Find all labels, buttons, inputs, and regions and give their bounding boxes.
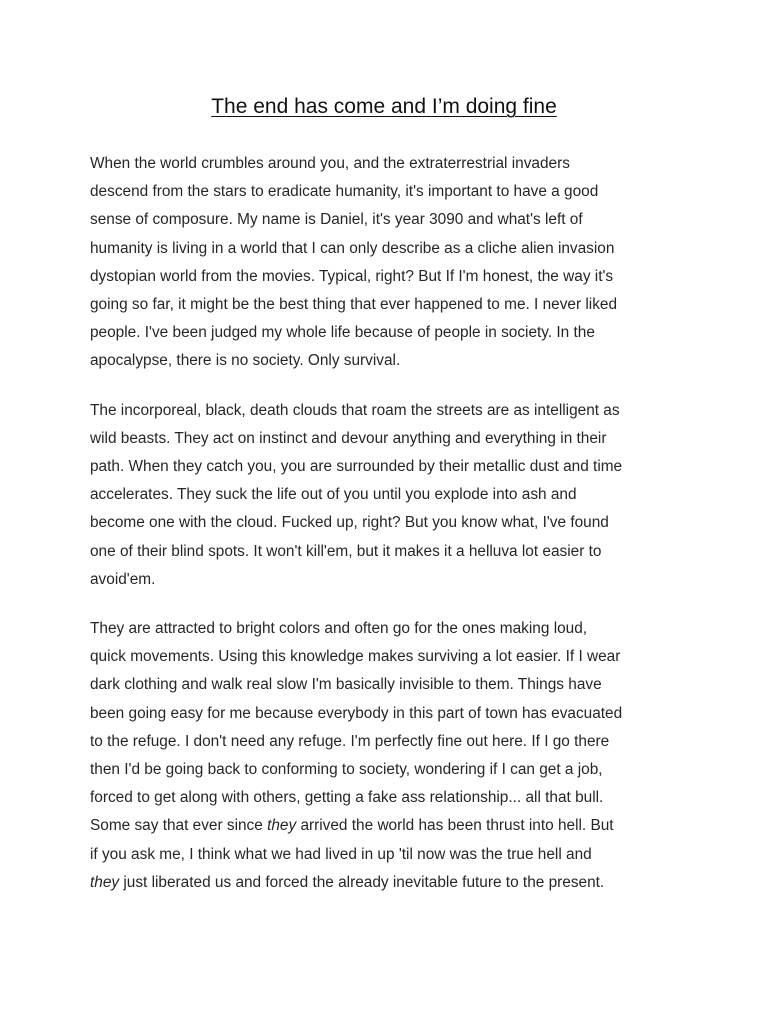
text-line: When the world crumbles around you, and the extraterrestrial invaders [90, 155, 570, 172]
text-line: apocalypse, there is no society. Only survival. [90, 352, 401, 370]
paragraph-1 [90, 150, 688, 376]
text-line: dark clothing and walk real slow I'm basically invisible to them. Things have [90, 676, 602, 694]
text-line: become one with the cloud. Fucked up, right? But you know what, I've found [90, 514, 609, 532]
text-line: dystopian world from the movies. Typical, right? But If I'm honest, the way it's [90, 267, 614, 285]
paragraph-2 [90, 397, 688, 594]
text-line: quick movements. Using this knowledge makes surviving a lot easier. If I wear [90, 648, 621, 666]
text-line [90, 812, 688, 840]
italic-text: they [267, 817, 297, 835]
text-line: going so far, it might be the best thing that ever happened to me. I never liked [90, 296, 618, 314]
text-line: wild beasts. They act on instinct and devour anything and everything in their [90, 429, 607, 447]
text-line: one of their blind spots. It won't kill'em, but it makes it a helluva lot easier to [90, 542, 602, 560]
text-line [90, 869, 688, 897]
text-line [90, 841, 688, 869]
text-segment: if you ask me, I think what we had lived in up 'til now was the true hell and [90, 845, 592, 863]
text-segment: arrived the world has been thrust into hell. But [296, 817, 614, 835]
text-line: avoid'em. [90, 570, 156, 588]
text-segment: Some say that ever since [90, 817, 268, 835]
text-line: people. I've been judged my whole life because of people in society. In the [90, 324, 595, 342]
text-line: forced to get along with others, getting a fake ass relationship... all that bull. [90, 789, 604, 807]
text-line: They are attracted to bright colors and often go for the ones making loud, [90, 620, 588, 638]
italic-text: they [90, 873, 120, 891]
text-line: humanity is living in a world that I can only describe as a cliche alien invasion [90, 239, 615, 257]
text-line: been going easy for me because everybody in this part of town has evacuated [90, 704, 623, 722]
document-body [90, 150, 688, 918]
text-line: to the refuge. I don't need any refuge. I'm perfectly fine out here. If I go there [90, 732, 610, 750]
text-segment: just liberated us and forced the already inevitable future to the present. [119, 873, 605, 891]
text-line: then I'd be going back to conforming to society, wondering if I can get a job, [90, 761, 603, 779]
document-title: The end has come and I’m doing fine [211, 95, 557, 118]
text-line: path. When they catch you, you are surrounded by their metallic dust and time [90, 458, 623, 476]
text-line: accelerates. They suck the life out of you until you explode into ash and [90, 486, 577, 504]
paragraph-3 [90, 615, 688, 897]
text-line: The incorporeal, black, death clouds that roam the streets are as intelligent as [90, 401, 620, 419]
text-line: descend from the stars to eradicate humanity, it's important to have a good [90, 183, 599, 201]
text-line: sense of composure. My name is Daniel, it's year 3090 and what's left of [90, 211, 583, 229]
